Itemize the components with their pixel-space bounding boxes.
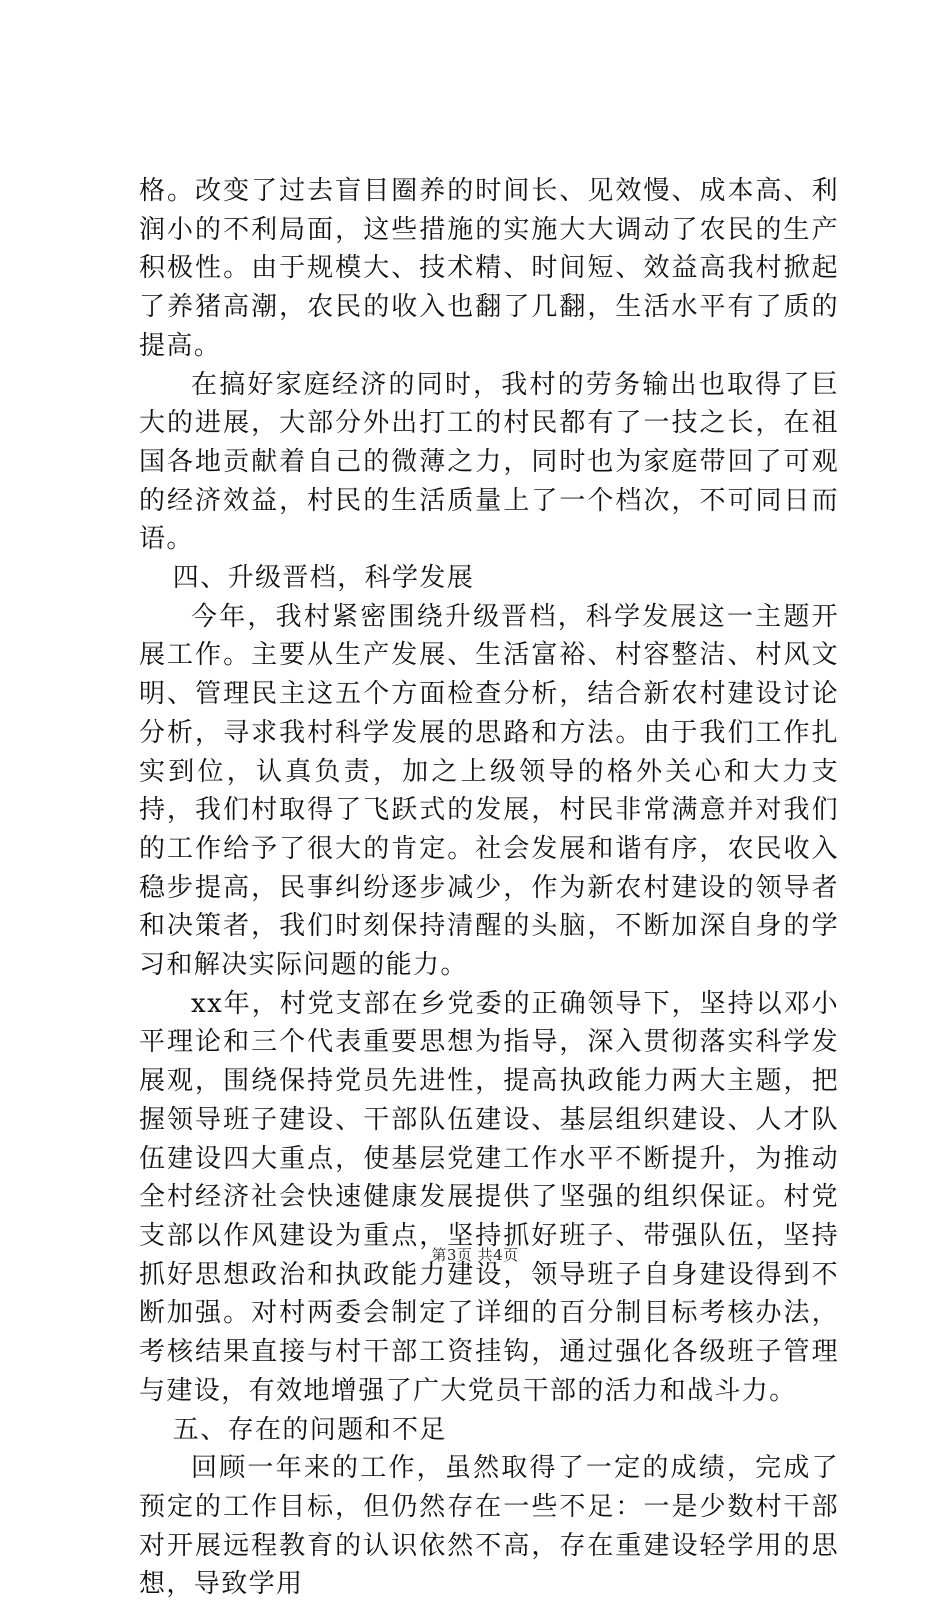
paragraph-upgrade: 今年，我村紧密围绕升级晋档，科学发展这一主题开展工作。主要从生产发展、生活富裕、村容整洁、村风文明、管理民主这五个方面检查分析，结合新农村建设讨论分析，寻求我村科学发展的思路和方法。由于我们工作扎实到位，认真负责，加之上级领导的格外关心和大力支持，我们村取得了飞跃式的发展，村民非常满意并对我们的工作给予了很大的肯定。社会发展和谐有序，农民收入稳步提高，民事纠纷逐步减少，作为新农村建设的领导者和决策者，我们时刻保持清醒的头脑，不断加深自身的学习和解决实际问题的能力。 — [139, 601, 839, 981]
paragraph-continuation: 格。改变了过去盲目圈养的时间长、见效慢、成本高、利润小的不利局面，这些措施的实施大大调动了农民的生产积极性。由于规模大、技术精、时间短、效益高我村掀起了养猪高潮，农民的收入也翻了几翻，生活水平有了质的提高。 — [139, 176, 839, 361]
section-heading-4: 四、升级晋档，科学发展 — [172, 563, 475, 594]
paragraph-party-branch: xx年，村党支部在乡党委的正确领导下，坚持以邓小平理论和三个代表重要思想为指导，深入贯彻落实科学发展观，围绕保持党员先进性，提高执政能力两大主题，把握领导班子建设、干部队伍建设、基层组织建设、人才队伍建设四大重点，使基层党建工作水平不断提升，为推动全村经济社会快速健康发展提供了坚强的组织保证。村党支部以作风建设为重点，坚持抓好班子、带强队伍，坚持抓好思想政治和执政能力建设，领导班子自身建设得到不断加强。对村两委会制定了详细的百分制目标考核办法，考核结果直接与村干部工资挂钩，通过强化各级班子管理与建设，有效地增强了广大党员干部的活力和战斗力。 — [139, 988, 839, 1406]
document-body — [139, 172, 839, 1604]
paragraph-review: 回顾一年来的工作，虽然取得了一定的成绩，完成了预定的工作目标，但仍然存在一些不足：一是少数村干部对开展远程教育的认识依然不高，存在重建设轻学用的思想，导致学用 — [139, 1453, 839, 1600]
paragraph-labor-export: 在搞好家庭经济的同时，我村的劳务输出也取得了巨大的进展，大部分外出打工的村民都有了一技之长，在祖国各地贡献着自己的微薄之力，同时也为家庭带回了可观的经济效益，村民的生活质量上了一个档次，不可同日而语。 — [139, 369, 839, 555]
page-footer: 第3页 共4页 — [431, 1246, 519, 1264]
section-heading-5: 五、存在的问题和不足 — [172, 1414, 447, 1445]
